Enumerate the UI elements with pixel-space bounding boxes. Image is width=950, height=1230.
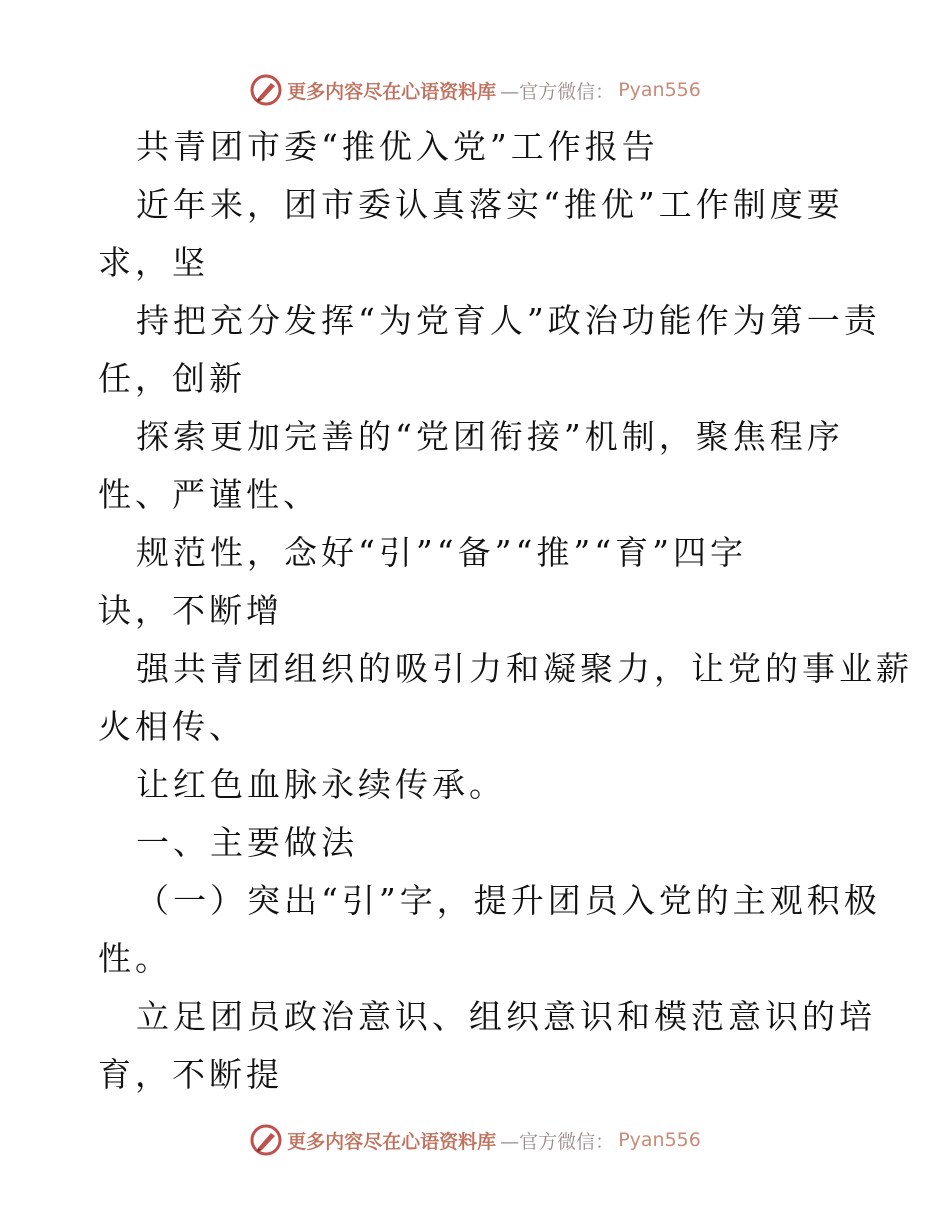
- watermark-top: [0, 70, 950, 110]
- watermark-wechat-id: Pyan556: [618, 79, 701, 101]
- document-line: 规范性，念好“引”“备”“推”“育”四字: [136, 533, 747, 572]
- document-line: 探索更加完善的“党团衔接”机制，聚焦程序: [136, 417, 844, 456]
- watermark-main-text: 更多内容尽在心语资料库: [287, 1130, 497, 1153]
- document-body: [98, 118, 913, 1104]
- watermark-bottom: [0, 1120, 950, 1160]
- watermark-sub-text: —官方微信：: [500, 1130, 615, 1153]
- document-line: 共青团市委“推优入党”工作报告: [136, 127, 659, 166]
- watermark-wechat-id: Pyan556: [618, 1129, 701, 1151]
- document-line: 诀，不断增: [98, 591, 283, 630]
- document-line: 近年来，团市委认真落实“推优”工作制度要: [136, 185, 844, 224]
- watermark-sub-text: —官方微信：: [500, 80, 615, 103]
- document-line: 强共青团组织的吸引力和凝聚力，让党的事业薪: [136, 649, 913, 688]
- document-line: 立足团员政治意识、组织意识和模范意识的培: [136, 997, 876, 1036]
- pen-logo-icon: [249, 73, 283, 107]
- watermark-main-text: 更多内容尽在心语资料库: [287, 80, 497, 103]
- document-line: 任，创新: [98, 359, 246, 398]
- document-line: 性。: [98, 939, 172, 978]
- document-line: 一、主要做法: [136, 823, 358, 862]
- document-line: 持把充分发挥“为党育人”政治功能作为第一责: [136, 301, 881, 340]
- pen-logo-icon: [249, 1123, 283, 1157]
- document-line: 育，不断提: [98, 1055, 283, 1094]
- document-line: 求，坚: [98, 243, 209, 282]
- document-line: （一）突出“引”字，提升团员入党的主观积极: [136, 881, 881, 920]
- document-line: 让红色血脉永续传承。: [136, 765, 506, 804]
- document-line: 火相传、: [98, 707, 246, 746]
- document-line: 性、严谨性、: [98, 475, 320, 514]
